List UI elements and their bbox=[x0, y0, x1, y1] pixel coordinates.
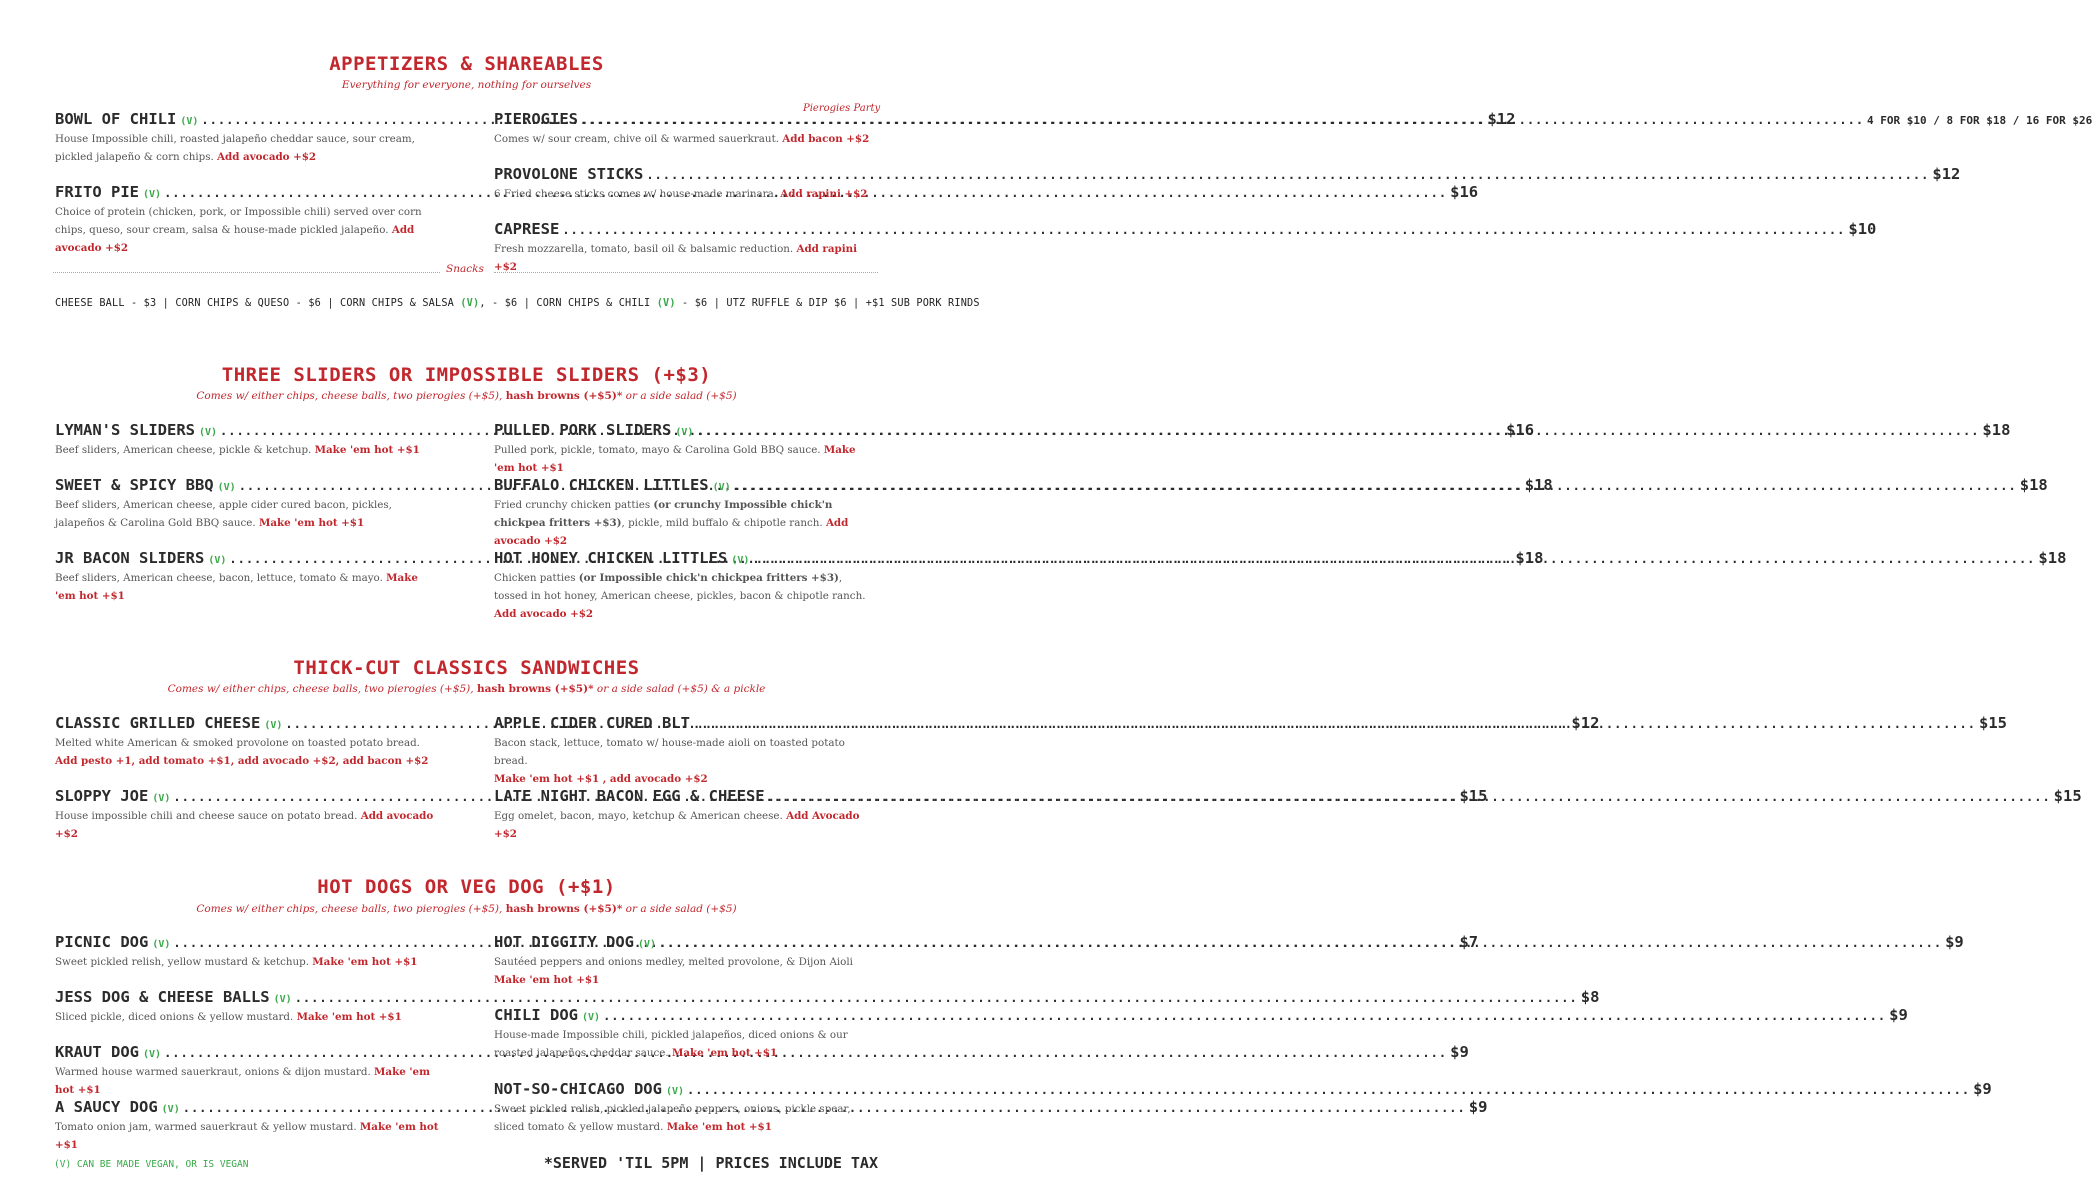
item-name: PICNIC DOG bbox=[55, 933, 149, 951]
item-addon: Add pesto +1, add tomato +$1, add avocado +$2, add bacon +$2 bbox=[55, 755, 429, 767]
vegan-mark: (V) bbox=[665, 1086, 685, 1097]
item-name: CLASSIC GRILLED CHEESE bbox=[55, 714, 261, 732]
item-desc: Comes w/ sour cream, chive oil & warmed sauerkraut. bbox=[494, 133, 783, 145]
item-price: $18 bbox=[1524, 476, 1553, 494]
served-note: *SERVED 'TIL 5PM | PRICES INCLUDE TAX bbox=[543, 1154, 878, 1172]
item-name: CAPRESE bbox=[494, 220, 560, 238]
item-desc: Beef sliders, American cheese, pickle & ketchup. bbox=[55, 444, 315, 456]
section-subtitle-appetizers: Everything for everyone, nothing for ourselves bbox=[341, 79, 592, 91]
item-desc: , pickle, mild buffalo & chipotle ranch. bbox=[621, 517, 826, 529]
item-addon: Add avocado +$2 bbox=[55, 224, 415, 254]
item-price: $10 bbox=[1848, 220, 1877, 238]
item-name: SWEET & SPICY BBQ bbox=[55, 476, 214, 494]
snacks-label: Snacks bbox=[446, 263, 484, 275]
item-desc: Egg omelet, bacon, mayo, ketchup & American cheese. bbox=[494, 810, 787, 822]
vegan-mark: (V) bbox=[198, 427, 218, 438]
vegan-mark: (V) bbox=[161, 1104, 180, 1115]
item-addon: Make 'em hot +$1 bbox=[296, 1011, 402, 1023]
vegan-mark: (V) bbox=[152, 793, 171, 804]
item-addon: Make 'em hot +$1 bbox=[55, 1066, 430, 1096]
vegan-mark: (V) bbox=[143, 1049, 162, 1060]
item-addon: Add rapini +$2 bbox=[494, 243, 858, 273]
snacks-text: , - $6 | CORN CHIPS & CHILI bbox=[479, 298, 657, 309]
section-subtitle-sandwiches: Comes w/ either chips, cheese balls, two pierogies (+$5), hash browns (+$5)* or a side salad (+$5) & a pickle bbox=[167, 683, 766, 695]
item-desc: , tossed in hot honey, American cheese, pickles, bacon & chipotle ranch. bbox=[494, 572, 866, 602]
item-price: $18 bbox=[2038, 549, 2067, 567]
snacks-text: CHEESE BALL - $3 | CORN CHIPS & QUESO - $6 | CORN CHIPS & SALSA bbox=[55, 298, 461, 309]
menu-item bbox=[494, 476, 2048, 550]
item-name: LATE NIGHT BACON EGG & CHEESE bbox=[494, 787, 765, 805]
menu-item bbox=[494, 220, 1877, 276]
vegan-mark: (V) bbox=[208, 555, 227, 566]
item-name: HOT DIGGITY DOG bbox=[494, 933, 634, 951]
item-addon: Add avocado +$2 bbox=[55, 810, 434, 840]
item-addon: Make 'em hot +$1 bbox=[55, 572, 418, 602]
item-addon: Make 'em hot +$1 bbox=[312, 956, 418, 968]
item-addon: Make 'em hot +$1 bbox=[666, 1121, 772, 1133]
item-price: $16 bbox=[1506, 421, 1535, 439]
item-addon: Make 'em hot +$1 bbox=[258, 517, 365, 529]
item-addon: Add avocado +$2 bbox=[494, 608, 594, 620]
section-subtitle-hotdogs: Comes w/ either chips, cheese balls, two pierogies (+$5), hash browns (+$5)* or a side salad (+$5) bbox=[196, 903, 737, 915]
item-desc: Beef sliders, American cheese, apple cider cured bacon, pickles, jalapeños & Carolina Gold BBQ sauce. bbox=[55, 499, 392, 529]
item-price: $16 bbox=[1450, 183, 1479, 201]
item-desc: Tomato onion jam, warmed sauerkraut & yellow mustard. bbox=[55, 1121, 360, 1133]
item-name: CHILI DOG bbox=[494, 1006, 578, 1024]
section-title-sliders: THREE SLIDERS OR IMPOSSIBLE SLIDERS (+$3) bbox=[221, 364, 712, 386]
vegan-mark: (V) bbox=[152, 939, 171, 950]
vegan-mark: (V) bbox=[712, 482, 731, 493]
item-addon: Add Avocado +$2 bbox=[494, 810, 860, 840]
item-desc: Choice of protein (chicken, pork, or Impossible chili) served over corn chips, queso, sour cream, salsa & house-made pickled jalapeño. bbox=[55, 206, 422, 236]
vegan-mark: (V) bbox=[731, 555, 750, 566]
item-desc: Fresh mozzarella, tomato, basil oil & balsamic reduction. bbox=[494, 243, 797, 255]
vegan-note: (V) CAN BE MADE VEGAN, OR IS VEGAN bbox=[54, 1159, 249, 1170]
vegan-mark: (V) bbox=[637, 939, 657, 950]
item-name: LYMAN'S SLIDERS bbox=[55, 421, 195, 439]
item-name: BOWL OF CHILI bbox=[55, 110, 177, 128]
item-price: $15 bbox=[2053, 787, 2082, 805]
item-price: $12 bbox=[1932, 165, 1961, 183]
section-title-appetizers: APPETIZERS & SHAREABLES bbox=[329, 53, 604, 75]
item-price: $9 bbox=[1450, 1043, 1469, 1061]
item-desc: Beef sliders, American cheese, bacon, lettuce, tomato & mayo. bbox=[55, 572, 387, 584]
item-desc: House impossible chili and cheese sauce on potato bread. bbox=[55, 810, 361, 822]
item-addon: Make 'em hot +$1 bbox=[671, 1047, 778, 1059]
item-name: PIEROGIES bbox=[494, 110, 578, 128]
section-subtitle-sliders: Comes w/ either chips, cheese balls, two pierogies (+$5), hash browns (+$5)* or a side salad (+$5) bbox=[196, 390, 737, 402]
item-desc: Bacon stack, lettuce, tomato w/ house-made aioli on toasted potato bread. bbox=[494, 737, 845, 767]
item-name: PULLED PORK SLIDERS bbox=[494, 421, 672, 439]
item-price: $18 bbox=[1515, 549, 1544, 567]
vegan-mark: (V) bbox=[273, 994, 292, 1005]
item-desc-bold: (or Impossible chick'n chickpea fritters +$3) bbox=[578, 572, 839, 584]
section-title-sandwiches: THICK-CUT CLASSICS SANDWICHES bbox=[293, 657, 640, 679]
item-name: SLOPPY JOE bbox=[55, 787, 149, 805]
item-name: NOT-SO-CHICAGO DOG bbox=[494, 1080, 662, 1098]
item-name: APPLE CIDER CURED BLT bbox=[494, 714, 690, 732]
item-desc: Warmed house warmed sauerkraut, onions & dijon mustard. bbox=[55, 1066, 375, 1078]
item-name: JR BACON SLIDERS bbox=[55, 549, 205, 567]
item-price: $7 bbox=[1459, 933, 1479, 951]
item-name: HOT HONEY CHICKEN LITTLES bbox=[494, 549, 728, 567]
item-desc: Chicken patties bbox=[494, 572, 579, 584]
menu-item bbox=[494, 787, 2082, 843]
vegan-mark: (V) bbox=[460, 298, 480, 309]
item-name: PROVOLONE STICKS bbox=[494, 165, 644, 183]
vegan-mark: (V) bbox=[264, 720, 283, 731]
divider-left bbox=[53, 272, 440, 273]
item-price: $9 bbox=[1973, 1080, 1992, 1098]
item-addon: Make 'em hot +$1 bbox=[494, 444, 856, 474]
item-addon: Make 'em hot +$1 , add avocado +$2 bbox=[494, 773, 708, 785]
pierogies-party-label: Pierogies Party bbox=[803, 103, 881, 114]
item-desc-bold: (or crunchy Impossible chick'n chickpea fritters +$3) bbox=[494, 499, 833, 529]
item-desc: Melted white American & smoked provolone on toasted potato bread. bbox=[55, 737, 420, 749]
item-name: A SAUCY DOG bbox=[55, 1098, 158, 1116]
item-desc: 6 Fried cheese sticks comes w/ house-made marinara. bbox=[494, 188, 781, 200]
item-price: $18 bbox=[1982, 421, 2011, 439]
item-name: FRITO PIE bbox=[55, 183, 139, 201]
item-price: 4 FOR $10 / 8 FOR $18 / 16 FOR $26 bbox=[1867, 114, 2092, 127]
section-title-hotdogs: HOT DOGS OR VEG DOG (+$1) bbox=[317, 876, 616, 898]
item-desc: Fried crunchy chicken patties bbox=[494, 499, 654, 511]
menu-item bbox=[494, 1080, 1992, 1136]
item-price: $8 bbox=[1580, 988, 1600, 1006]
item-desc: Sweet pickled relish, yellow mustard & ketchup. bbox=[55, 956, 313, 968]
vegan-mark: (V) bbox=[656, 298, 676, 309]
item-price: $9 bbox=[1889, 1006, 1908, 1024]
item-addon: Make 'em hot +$1 bbox=[494, 974, 600, 986]
divider-right bbox=[494, 272, 878, 273]
item-addon: Add bacon +$2 bbox=[782, 133, 870, 145]
item-desc: House-made Impossible chili, pickled jalapeños, diced onions & our roasted jalapeños cheddar sauce. bbox=[494, 1029, 848, 1059]
vegan-mark: (V) bbox=[143, 189, 162, 200]
menu-item bbox=[494, 933, 1964, 989]
item-addon: Make 'em hot +$1 bbox=[55, 1121, 439, 1151]
menu-item bbox=[494, 1006, 1908, 1062]
item-addon: Add avocado +$2 bbox=[494, 517, 849, 547]
item-desc: Pulled pork, pickle, tomato, mayo & Carolina Gold BBQ sauce. bbox=[494, 444, 824, 456]
item-price: $9 bbox=[1945, 933, 1964, 951]
item-desc: Sautéed peppers and onions medley, melted provolone, & Dijon Aioli bbox=[494, 956, 853, 968]
item-desc: Sliced pickle, diced onions & yellow mustard. bbox=[55, 1011, 297, 1023]
item-price: $9 bbox=[1468, 1098, 1488, 1116]
item-addon: Add avocado +$2 bbox=[217, 151, 317, 163]
vegan-mark: (V) bbox=[180, 116, 199, 127]
item-desc: House Impossible chili, roasted jalapeño cheddar sauce, sour cream, pickled jalapeño & corn chips. bbox=[55, 133, 415, 163]
item-price: $15 bbox=[1459, 787, 1488, 805]
snacks-row bbox=[55, 298, 980, 309]
item-price: $12 bbox=[1487, 110, 1516, 128]
item-price: $15 bbox=[1979, 714, 2008, 732]
item-price: $12 bbox=[1571, 714, 1600, 732]
item-price: $18 bbox=[2019, 476, 2048, 494]
item-addon: Make 'em hot +$1 bbox=[314, 444, 420, 456]
item-name: BUFFALO CHICKEN LITTLES bbox=[494, 476, 709, 494]
item-desc: Sweet pickled relish, pickled jalapeño peppers, onions, pickle spear, sliced tomato & yellow mustard. bbox=[494, 1103, 851, 1133]
vegan-mark: (V) bbox=[675, 427, 694, 438]
item-name: JESS DOG & CHEESE BALLS bbox=[55, 988, 270, 1006]
snacks-text: - $6 | UTZ RUFFLE & DIP $6 | +$1 SUB PORK RINDS bbox=[675, 298, 980, 309]
vegan-mark: (V) bbox=[217, 482, 236, 493]
menu-item bbox=[494, 549, 2067, 623]
item-addon: Add rapini +$2 bbox=[780, 188, 868, 200]
item-name: KRAUT DOG bbox=[55, 1043, 139, 1061]
vegan-mark: (V) bbox=[582, 1012, 601, 1023]
